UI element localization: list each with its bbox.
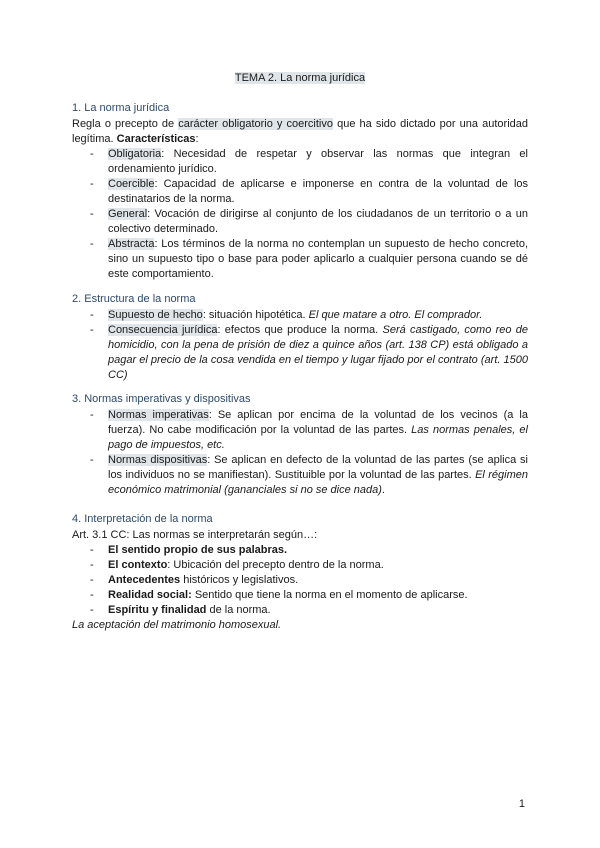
list-item: - Normas dispositivas: Se aplican en defecto de la voluntad de las partes (se aplica si los individuos no se manifiestan). Sustituible por la voluntad de las partes. El régimen económico matrimonial (gananciales si no se dice nada). [90,454,528,496]
section-heading: 4. Interpretación de la norma [72,513,213,525]
list-item: - Consecuencia jurídica: efectos que produce la norma. Será castigado, como reo de homicidio, con la pena de prisión de diez a quince años (art. 138 CP) está obligado a pagar el precio de la cosa vendida en el tiempo y lugar fijado por el contrato (art. 1500 CC) [90,324,528,381]
document-title: TEMA 2. La norma jurídica [234,72,366,84]
section-interpretacion [72,512,528,633]
section-heading: 3. Normas imperativas y dispositivas [72,393,251,405]
section-heading: 1. La norma jurídica [72,102,170,114]
section-heading: 2. Estructura de la norma [72,293,196,305]
list-item: - Abstracta: Los términos de la norma no contemplan un supuesto de hecho concreto, sino un supuesto tipo o base para poder aplicarlo a cualquier persona cuando se dé este comportamiento. [90,238,528,280]
list-item: - Coercible: Capacidad de aplicarse e imponerse en contra de la voluntad de los destinatarios de la norma. [90,178,528,205]
interpretation-list [72,543,528,618]
list-item: - Realidad social: Sentido que tiene la norma en el momento de aplicarse. [90,589,468,601]
characteristics-list [72,147,528,282]
paragraph: Regla o precepto de carácter obligatorio y coercitivo que ha sido dictado por una autoridad legítima. Características: [72,118,528,145]
paragraph: Art. 3.1 CC: Las normas se interpretarán según…: [72,529,318,541]
list-item: - General: Vocación de dirigirse al conjunto de los ciudadanos de un territorio o a un colectivo determinado. [90,208,528,235]
section-estructura [72,292,528,383]
example-note: La aceptación del matrimonio homosexual. [72,619,282,631]
list-item: - Supuesto de hecho: situación hipotética. El que matare a otro. El comprador. [90,309,483,321]
section-imperativas [72,392,528,498]
list-item: - Obligatoria: Necesidad de respetar y observar las normas que integran el ordenamiento jurídico. [90,148,528,175]
list-item: - Antecedentes históricos y legislativos. [90,574,299,586]
section-norma-juridica [72,101,528,282]
list-item: - El sentido propio de sus palabras. [90,544,288,556]
page-number: 1 [518,798,525,810]
norm-types-list [72,408,528,498]
list-item: - Espíritu y finalidad de la norma. [90,604,271,616]
list-item: - El contexto: Ubicación del precepto dentro de la norma. [90,559,384,571]
structure-list [72,308,528,383]
list-item: - Normas imperativas: Se aplican por encima de la voluntad de los vecinos (a la fuerza). No cabe modificación por la voluntad de las partes. Las normas penales, el pago de impuestos, etc. [90,409,528,451]
